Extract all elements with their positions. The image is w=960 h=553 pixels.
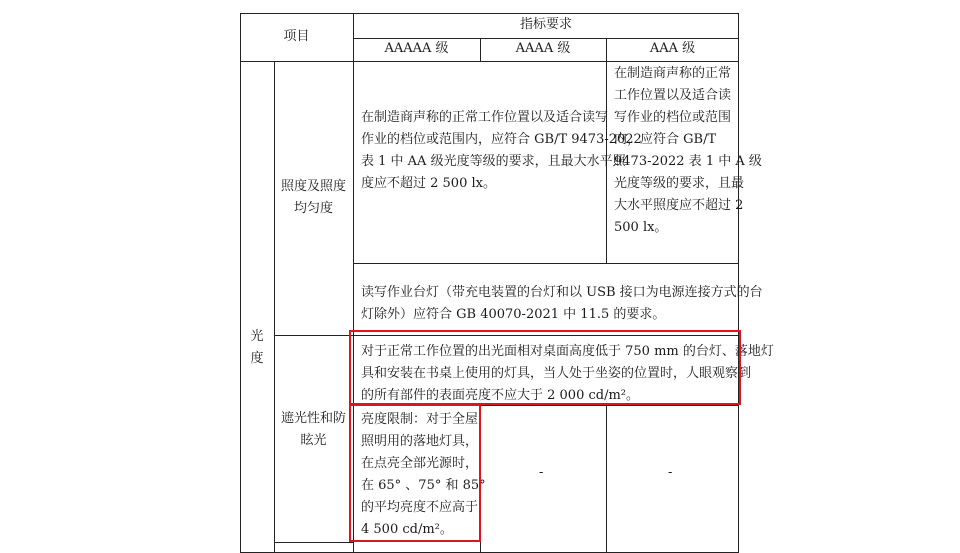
row-rule-glare — [274, 335, 739, 336]
illum-aaa-line-6: 光度等级的要求，且最 — [614, 176, 745, 191]
illuminance-label-line-1: 照度及照度 — [280, 179, 346, 194]
illum-aaa-line-5: 9473-2022 表 1 中 A 级 — [614, 154, 762, 169]
glare-aaaaa-line-6: 4 500 cd/m²。 — [361, 522, 453, 537]
illuminance-label-line-2: 均匀度 — [293, 201, 333, 216]
category-divider — [274, 61, 275, 553]
header-rule-2 — [240, 61, 739, 62]
grade-aaaaa: AAAAA 级 — [384, 41, 449, 56]
illum-aaaaa-line-3: 表 1 中 AA 级光度等级的要求，且最大水平照 — [361, 154, 626, 169]
glare-aaaaa-line-3: 在点亮全部光源时， — [361, 456, 479, 471]
glare-aaaaa-line-1: 亮度限制：对于全屋 — [361, 412, 479, 427]
requirement-header: 指标要求 — [519, 17, 572, 32]
glare-aaa-value: - — [668, 465, 673, 480]
glare-aaaaa-line-4: 在 65° 、75° 和 85° — [361, 478, 486, 493]
item-header: 项目 — [283, 29, 310, 44]
glare-aaaa-value: - — [539, 465, 544, 480]
glare-aaaaa-line-2: 照明用的落地灯具， — [361, 434, 479, 449]
bottom-partial-rule — [274, 542, 353, 543]
glare-common-line-2: 具和安装在书桌上使用的灯具，当人处于坐姿的位置时，人眼观察到 — [361, 366, 752, 381]
illum-aaaaa-line-4: 度应不超过 2 500 lx。 — [361, 176, 496, 191]
glare-common-line-3: 的所有部件的表面亮度不应大于 2 000 cd/m²。 — [361, 388, 640, 403]
grade-aaaa: AAAA 级 — [515, 41, 571, 56]
illum-aaaaa-line-1: 在制造商声称的正常工作位置以及适合读写 — [361, 110, 609, 125]
grade-divider-glare-2 — [606, 405, 607, 553]
grade-aaa: AAA 级 — [649, 41, 696, 56]
illum-aaa-line-4: 内，应符合 GB/T — [614, 132, 717, 147]
illum-aaa-line-7: 大水平照度应不超过 2 — [614, 198, 744, 213]
category-label-char-2: 度 — [250, 351, 264, 366]
illum-aaa-line-2: 工作位置以及适合读 — [614, 88, 732, 103]
illum-aaaaa-line-2: 作业的档位或范围内，应符合 GB/T 9473-2022 — [361, 132, 642, 147]
illum-aaa-line-8: 500 lx。 — [614, 220, 668, 235]
glare-label-line-2: 眩光 — [300, 433, 327, 448]
desk-lamp-line-2: 灯除外）应符合 GB 40070-2021 中 11.5 的要求。 — [361, 307, 666, 322]
glare-common-line-1: 对于正常工作位置的出光面相对桌面高度低于 750 mm 的台灯、落地灯 — [361, 344, 774, 359]
illum-aaa-line-1: 在制造商声称的正常 — [614, 66, 732, 81]
illum-subrule — [353, 263, 739, 264]
glare-aaaaa-line-5: 的平均亮度不应高于 — [361, 500, 479, 515]
header-divider — [353, 13, 354, 553]
desk-lamp-line-1: 读写作业台灯（带充电装置的台灯和以 USB 接口为电源连接方式的台 — [361, 285, 763, 300]
glare-label-line-1: 遮光性和防 — [280, 411, 346, 426]
illum-aaa-line-3: 写作业的档位或范围 — [614, 110, 732, 125]
category-label-char-1: 光 — [250, 329, 264, 344]
